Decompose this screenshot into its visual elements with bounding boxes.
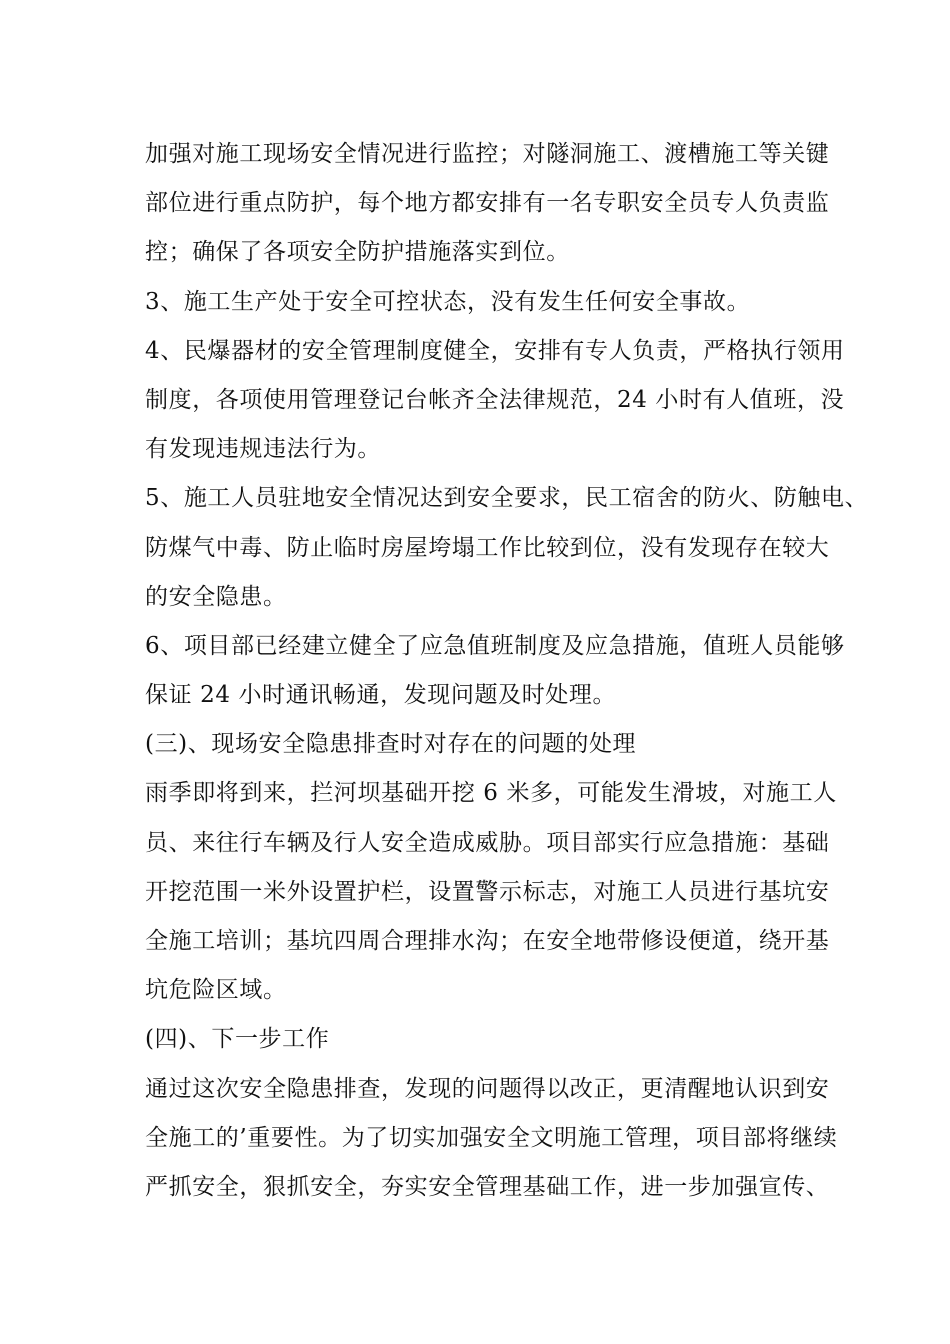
- text-line: 的安全隐患。: [145, 583, 287, 610]
- text-line: 雨季即将到来，拦河坝基础开挖 6 米多，可能发生滑坡，对施工人: [145, 780, 837, 807]
- text-line: 开挖范围一米外设置护栏，设置警示标志，对施工人员进行基坑安: [145, 878, 830, 905]
- text-line: 有发现违规违法行为。: [145, 436, 381, 463]
- text-line: 4、民爆器材的安全管理制度健全，安排有专人负责，严格执行领用: [145, 337, 845, 364]
- text-line: 防煤气中毒、防止临时房屋垮塌工作比较到位，没有发现存在较大: [145, 534, 830, 561]
- text-line: 全施工培训；基坑四周合理排水沟；在安全地带修设便道，绕开基: [145, 928, 830, 954]
- text-line: 全施工的’重要性。为了切实加强安全文明施工管理，项目部将继续: [145, 1124, 838, 1151]
- text-line: 部位进行重点防护，每个地方都安排有一名专职安全员专人负责监: [145, 190, 830, 217]
- section-heading: (四)、下一步工作: [145, 1026, 330, 1053]
- text-line: 制度，各项使用管理登记台帐齐全法律规范，24 小时有人值班，没: [145, 386, 845, 413]
- text-line: 保证 24 小时通讯畅通，发现问题及时处理。: [145, 682, 617, 709]
- document-body: [145, 130, 869, 1212]
- text-line: 加强对施工现场安全情况进行监控；对隧洞施工、渡槽施工等关键: [145, 141, 830, 167]
- section-heading: (三)、现场安全隐患排查时对存在的问题的处理: [145, 731, 637, 758]
- text-line: 坑危险区域。: [145, 977, 287, 1004]
- text-line: 员、来往行车辆及行人安全造成威胁。项目部实行应急措施：基础: [145, 829, 830, 856]
- text-line: 3、施工生产处于安全可控状态，没有发生任何安全事故。: [145, 288, 751, 315]
- text-line: 控；确保了各项安全防护措施落实到位。: [145, 239, 570, 266]
- text-line: 5、施工人员驻地安全情况达到安全要求，民工宿舍的防火、防触电、: [145, 485, 869, 512]
- text-line: 6、项目部已经建立健全了应急值班制度及应急措施，值班人员能够: [145, 632, 845, 659]
- text-line: 通过这次安全隐患排查，发现的问题得以改正，更清醒地认识到安: [145, 1075, 830, 1102]
- text-line: 严抓安全，狠抓安全，夯实安全管理基础工作，进一步加强宣传、: [145, 1173, 830, 1200]
